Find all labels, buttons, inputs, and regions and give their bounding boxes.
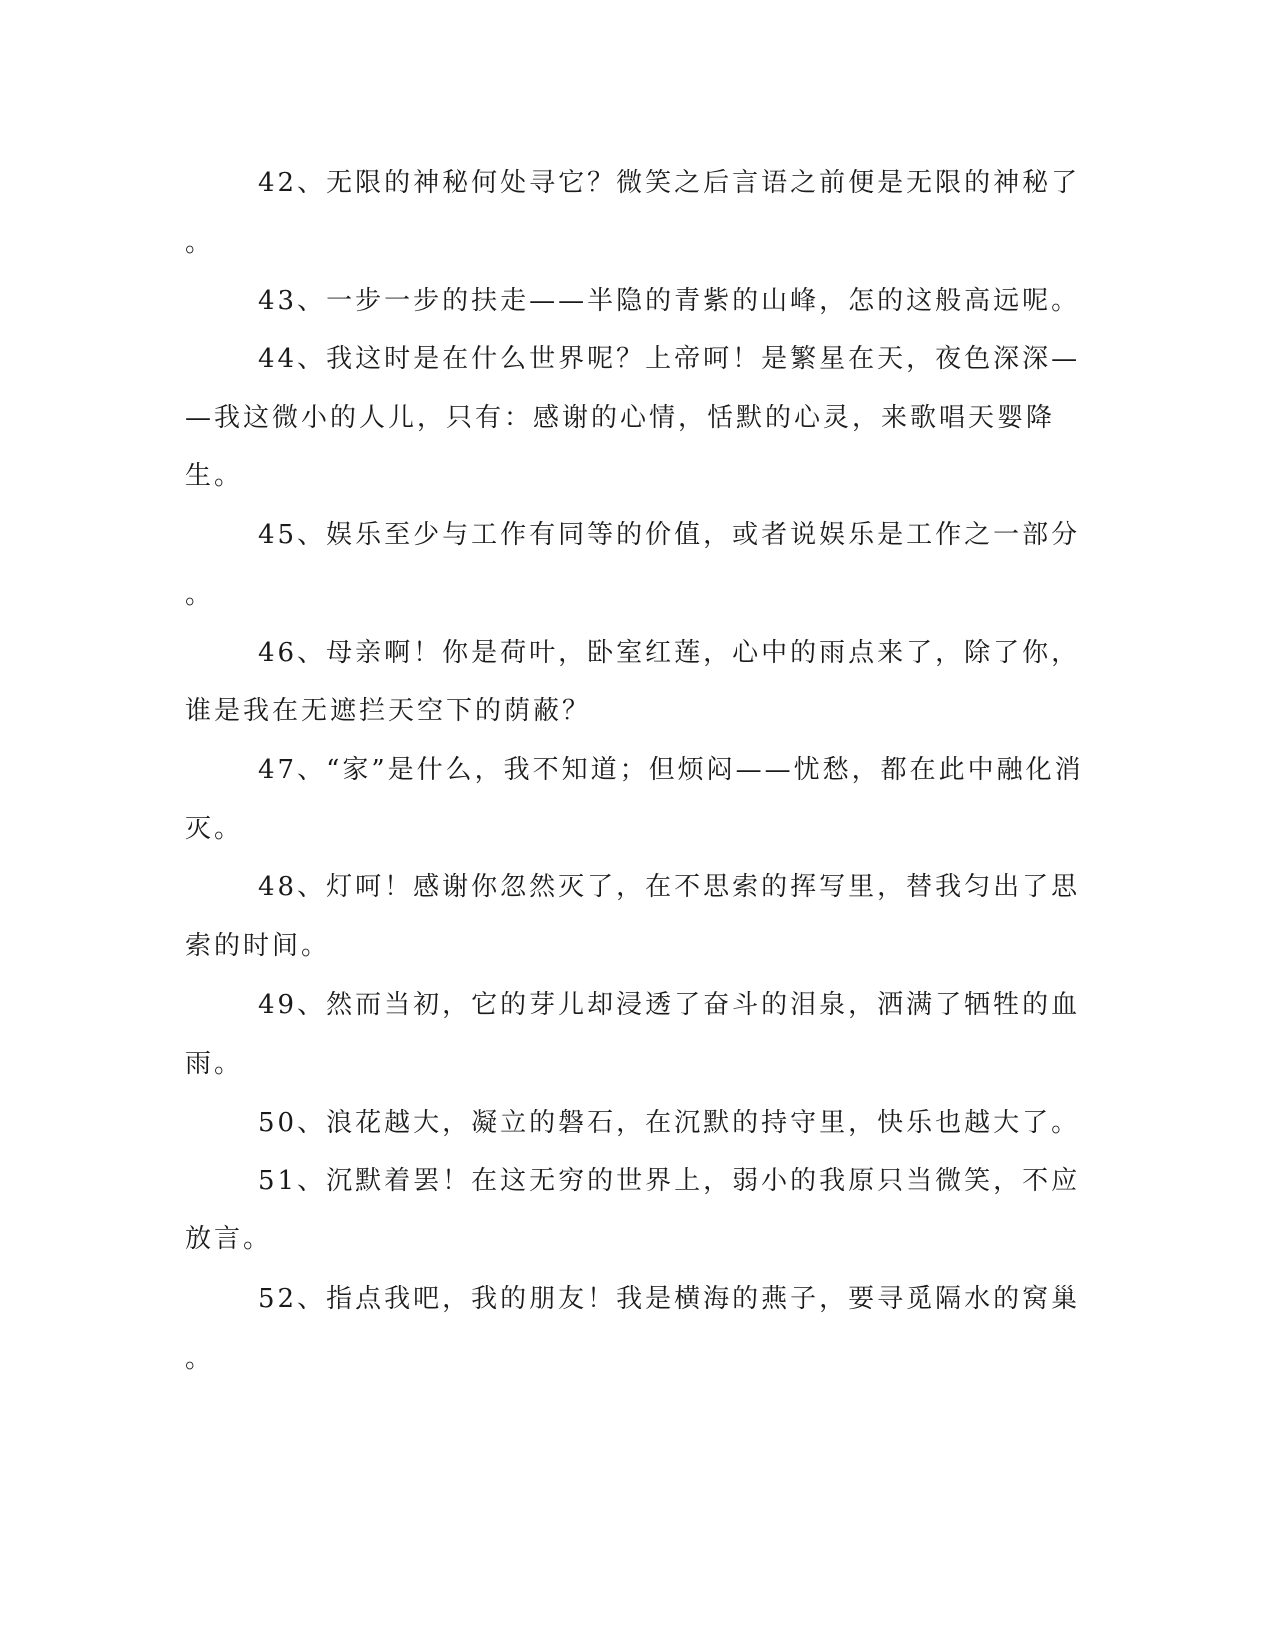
quote-52-line-1: 52、指点我吧，我的朋友！我是横海的燕子，要寻觅隔水的窝巢 — [258, 1284, 1081, 1314]
quote-46-line-2: 谁是我在无遮拦天空下的荫蔽？ — [185, 696, 592, 726]
quote-47-line-2: 灭。 — [185, 814, 244, 844]
quote-52-line-2: 。 — [185, 1344, 215, 1374]
quote-49-line-2: 雨。 — [185, 1049, 244, 1079]
quote-47-line-1: 47、“家”是什么，我不知道；但烦闷——忧愁，都在此中融化消 — [258, 755, 1084, 785]
quote-48-line-1: 48、灯呵！感谢你忽然灭了，在不思索的挥写里，替我匀出了思 — [258, 872, 1081, 902]
quote-51-line-1: 51、沉默着罢！在这无穷的世界上，弱小的我原只当微笑，不应 — [258, 1166, 1081, 1196]
quote-51-line-2: 放言。 — [185, 1224, 273, 1254]
quote-45-line-2: 。 — [185, 580, 215, 610]
quote-44-line-2: —我这微小的人儿，只有：感谢的心情，恬默的心灵，来歌唱天婴降 — [185, 403, 1056, 433]
quote-42-line-1: 42、无限的神秘何处寻它？微笑之后言语之前便是无限的神秘了 — [258, 168, 1081, 198]
quote-44-line-3: 生。 — [185, 461, 244, 491]
quote-48-line-2: 索的时间。 — [185, 931, 331, 961]
quote-43-line-1: 43、一步一步的扶走——半隐的青紫的山峰，怎的这般高远呢。 — [258, 286, 1081, 316]
quote-42-line-2: 。 — [185, 228, 215, 258]
quote-49-line-1: 49、然而当初，它的芽儿却浸透了奋斗的泪泉，洒满了牺牲的血 — [258, 990, 1081, 1020]
quote-50-line-1: 50、浪花越大，凝立的磐石，在沉默的持守里，快乐也越大了。 — [258, 1108, 1081, 1138]
quote-44-line-1: 44、我这时是在什么世界呢？上帝呵！是繁星在天，夜色深深— — [258, 344, 1081, 374]
quote-45-line-1: 45、娱乐至少与工作有同等的价值，或者说娱乐是工作之一部分 — [258, 520, 1081, 550]
quote-46-line-1: 46、母亲啊！你是荷叶，卧室红莲，心中的雨点来了，除了你， — [258, 638, 1081, 668]
